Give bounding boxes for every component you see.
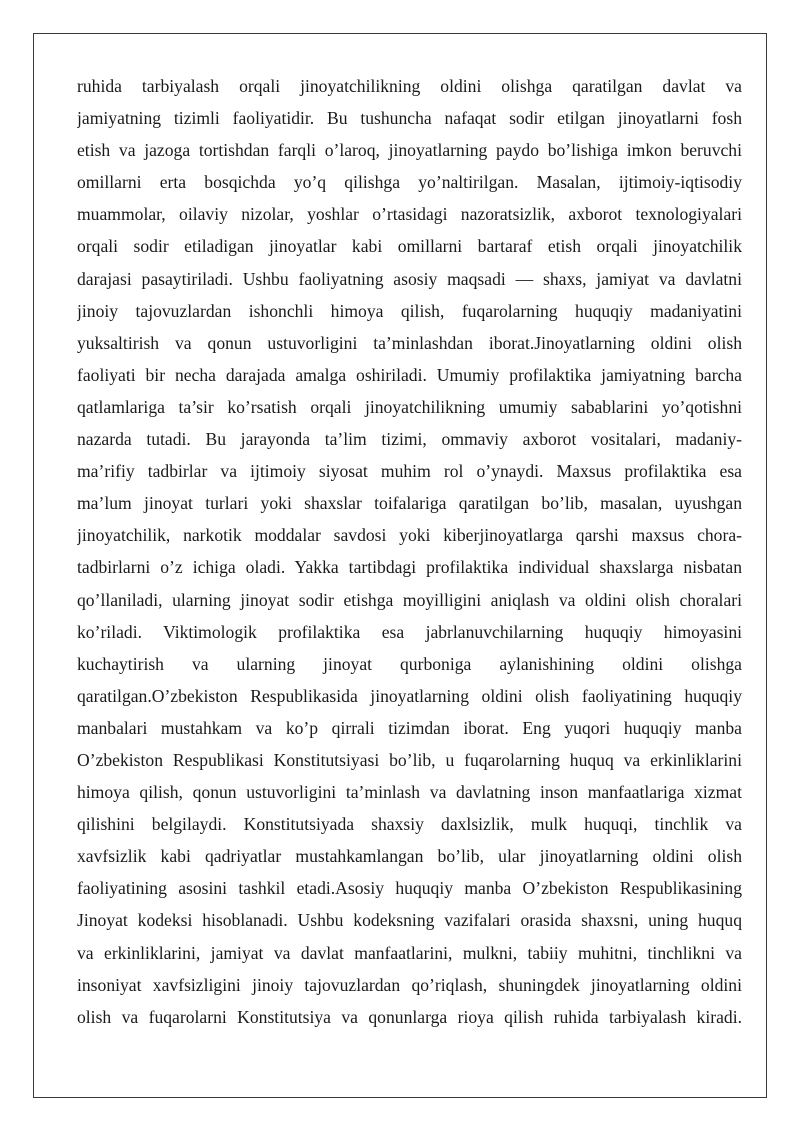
text-line: ruhida tarbiyalash orqali jinoyatchilikning oldini olishga qaratilgan davlat va [77, 76, 742, 96]
text-line: qilishini belgilaydi. Konstitutsiyada shaxsiy daxlsizlik, mulk huquqi, tinchlik va [77, 814, 742, 835]
text-line: himoya qilish, qonun ustuvorligini ta’minlash va davlatning inson manfaatlariga xizmat [77, 782, 742, 803]
text-line: kuchaytirish va ularning jinoyat qurboniga aylanishining oldini olishga [77, 653, 742, 674]
text-line: insoniyat xavfsizligini jinoiy tajovuzlardan qo’riqlash, shuningdek jinoyatlarning oldini [77, 974, 742, 995]
text-line: faoliyati bir necha darajada amalga oshiriladi. Umumiy profilaktika jamiyatning barcha [77, 364, 742, 385]
text-line: qo’llaniladi, ularning jinoyat sodir etishga moyilligini aniqlash va oldini olish choralari [77, 589, 742, 610]
text-line: muammolar, oilaviy nizolar, yoshlar o’rtasidagi nazoratsizlik, axborot texnologiyalari [77, 204, 742, 225]
text-line: ko’riladi. Viktimologik profilaktika esa jabrlanuvchilarning huquqiy himoyasini [77, 621, 742, 642]
text-line: ma’lum jinoyat turlari yoki shaxslar toifalariga qaratilgan bo’lib, masalan, uyushgan [77, 493, 742, 514]
text-line: jamiyatning tizimli faoliyatidir. Bu tushuncha nafaqat sodir etilgan jinoyatlarni fosh [77, 108, 742, 129]
text-line: tadbirlarni o’z ichiga oladi. Yakka tartibdagi profilaktika individual shaxslarga nisbatan [77, 557, 742, 578]
text-line: omillarni erta bosqichda yo’q qilishga yo’naltirilgan. Masalan, ijtimoiy-iqtisodiy [77, 172, 742, 193]
text-line: nazarda tutadi. Bu jarayonda ta’lim tizimi, ommaviy axborot vositalari, madaniy- [77, 429, 742, 450]
text-line: jinoiy tajovuzlardan ishonchli himoya qilish, fuqarolarning huquqiy madaniyatini [77, 300, 742, 321]
text-line: Jinoyat kodeksi hisoblanadi. Ushbu kodeksning vazifalari orasida shaxsni, uning huquq [77, 910, 742, 931]
text-line: darajasi pasaytiriladi. Ushbu faoliyatning asosiy maqsadi — shaxs, jamiyat va davlatni [77, 268, 742, 289]
text-line: orqali sodir etiladigan jinoyatlar kabi omillarni bartaraf etish orqali jinoyatchilik [77, 236, 742, 257]
text-line: manbalari mustahkam va ko’p qirrali tizimdan iborat. Eng yuqori huquqiy manba [77, 717, 742, 738]
text-line: yuksaltirish va qonun ustuvorligini ta’minlashdan iborat.Jinoyatlarning oldini olish [77, 332, 742, 353]
text-line: ma’rifiy tadbirlar va ijtimoiy siyosat muhim rol o’ynaydi. Maxsus profilaktika esa [77, 461, 742, 482]
text-line: etish va jazoga tortishdan farqli o’laroq, jinoyatlarning paydo bo’lishiga imkon beruvchi [77, 140, 742, 161]
text-line: O’zbekiston Respublikasi Konstitutsiyasi bo’lib, u fuqarolarning huquq va erkinliklarini [77, 749, 742, 770]
text-line: xavfsizlik kabi qadriyatlar mustahkamlangan bo’lib, ular jinoyatlarning oldini olish [77, 846, 742, 867]
document-body [77, 70, 742, 1033]
text-line: qatlamlariga ta’sir ko’rsatish orqali jinoyatchilikning umumiy sabablarini yo’qotishni [77, 396, 742, 417]
text-line: faoliyatining asosini tashkil etadi.Asosiy huquqiy manba O’zbekiston Respublikasining [77, 878, 742, 899]
text-line: va erkinliklarini, jamiyat va davlat manfaatlarini, mulkni, tabiiy muhitni, tinchlikni va [77, 942, 742, 963]
text-line: qaratilgan.O’zbekiston Respublikasida jinoyatlarning oldini olish faoliyatining huquqiy [77, 685, 742, 706]
text-line: olish va fuqarolarni Konstitutsiya va qonunlarga rioya qilish ruhida tarbiyalash kiradi. [77, 1006, 742, 1027]
text-line: jinoyatchilik, narkotik moddalar savdosi yoki kiberjinoyatlarga qarshi maxsus chora- [77, 525, 742, 546]
